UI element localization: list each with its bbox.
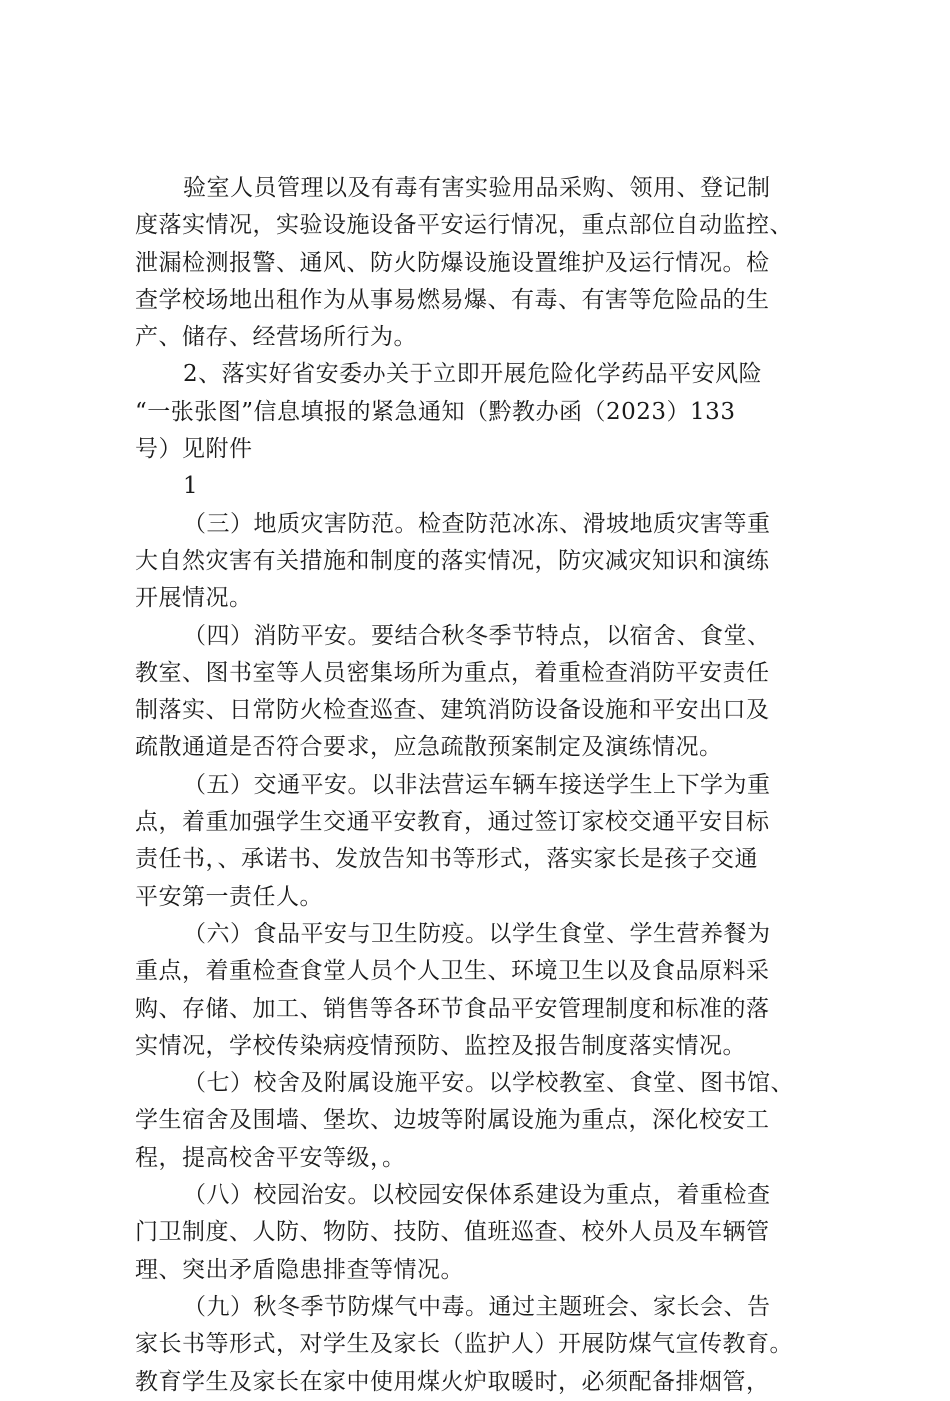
- text-line: （七）校舍及附属设施平安。以学校教室、食堂、图书馆、: [183, 1070, 794, 1097]
- paragraph-building-safety: [135, 1065, 835, 1177]
- text-line: 2、落实好省安委办关于立即开展危险化学药品平安风险: [183, 361, 763, 388]
- text-line: （五）交通平安。以非法营运车辆车接送学生上下学为重: [183, 771, 771, 798]
- text-line: 教室、图书室等人员密集场所为重点，着重检查消防平安责任: [135, 659, 770, 686]
- text-line: 学生宿舍及围墙、堡坎、边坡等附属设施为重点，深化校安工: [135, 1107, 770, 1134]
- text-line: （六）食品平安与卫生防疫。以学生食堂、学生营养餐为: [183, 920, 771, 947]
- text-line: 重点，着重检查食堂人员个人卫生、环境卫生以及食品原料采: [135, 958, 770, 985]
- text-line: 程，提高校舍平安等级，。: [135, 1144, 406, 1171]
- text-line: 制落实、日常防火检查巡查、建筑消防设备设施和平安出口及: [135, 697, 770, 724]
- text-line: 产、储存、经营场所行为。: [135, 324, 417, 351]
- text-line: 泄漏检测报警、通风、防火防爆设施设置维护及运行情况。检: [135, 249, 770, 276]
- text-line: “一张张图”信息填报的紧急通知（黔教办函（2023）133: [135, 398, 736, 425]
- text-line: 门卫制度、人防、物防、技防、值班巡查、校外人员及车辆管: [135, 1219, 770, 1246]
- paragraph-gas-poisoning: [135, 1289, 835, 1401]
- text-line: （九）秋冬季节防煤气中毒。通过主题班会、家长会、告: [183, 1293, 771, 1320]
- paragraph-food-safety: [135, 916, 835, 1065]
- text-line: 理、突出矛盾隐患排查等情况。: [135, 1256, 464, 1283]
- paragraph-campus-security: [135, 1177, 835, 1289]
- text-line: 大自然灾害有关措施和制度的落实情况，防灾减灾知识和演练: [135, 547, 770, 574]
- text-line: 疏散通道是否符合要求，应急疏散预案制定及演练情况。: [135, 734, 723, 761]
- paragraph-item-2: [135, 356, 835, 468]
- paragraph-geology-hazards: [135, 506, 835, 618]
- text-line: 责任书，、承诺书、发放告知书等形式，落实家长是孩子交通: [135, 846, 758, 873]
- text-line: 开展情况。: [135, 585, 253, 612]
- text-line: 平安第一责任人。: [135, 883, 323, 910]
- text-line: 验室人员管理以及有毒有害实验用品采购、领用、登记制: [183, 175, 771, 201]
- text-line: （四）消防平安。要结合秋冬季节特点，以宿舍、食堂、: [183, 622, 771, 649]
- text-line: 度落实情况，实验设施设备平安运行情况，重点部位自动监控、: [135, 212, 793, 239]
- text-line: （三）地质灾害防范。检查防范冰冻、滑坡地质灾害等重: [183, 510, 771, 537]
- text-line: 购、存储、加工、销售等各环节食品平安管理制度和标准的落: [135, 995, 770, 1022]
- text-line: 实情况，学校传染病疫情预防、监控及报告制度落实情况。: [135, 1032, 746, 1059]
- text-line: 1: [183, 473, 199, 500]
- paragraph-fire-safety: [135, 618, 835, 767]
- text-line: （八）校园治安。以校园安保体系建设为重点，着重检查: [183, 1182, 771, 1209]
- text-line: 教育学生及家长在家中使用煤火炉取暖时，必须配备排烟管，: [135, 1368, 770, 1395]
- text-line: 号）见附件: [135, 436, 253, 463]
- attachment-number: [135, 468, 835, 505]
- text-line: 查学校场地出租作为从事易燃易爆、有毒、有害等危险品的生: [135, 286, 770, 313]
- document-body: [135, 170, 835, 1401]
- paragraph-traffic-safety: [135, 767, 835, 916]
- text-line: 家长书等形式，对学生及家长（监护人）开展防煤气宣传教育。: [135, 1331, 793, 1358]
- paragraph-lab-management: [135, 170, 835, 356]
- text-line: 点，着重加强学生交通平安教育，通过签订家校交通平安目标: [135, 809, 770, 836]
